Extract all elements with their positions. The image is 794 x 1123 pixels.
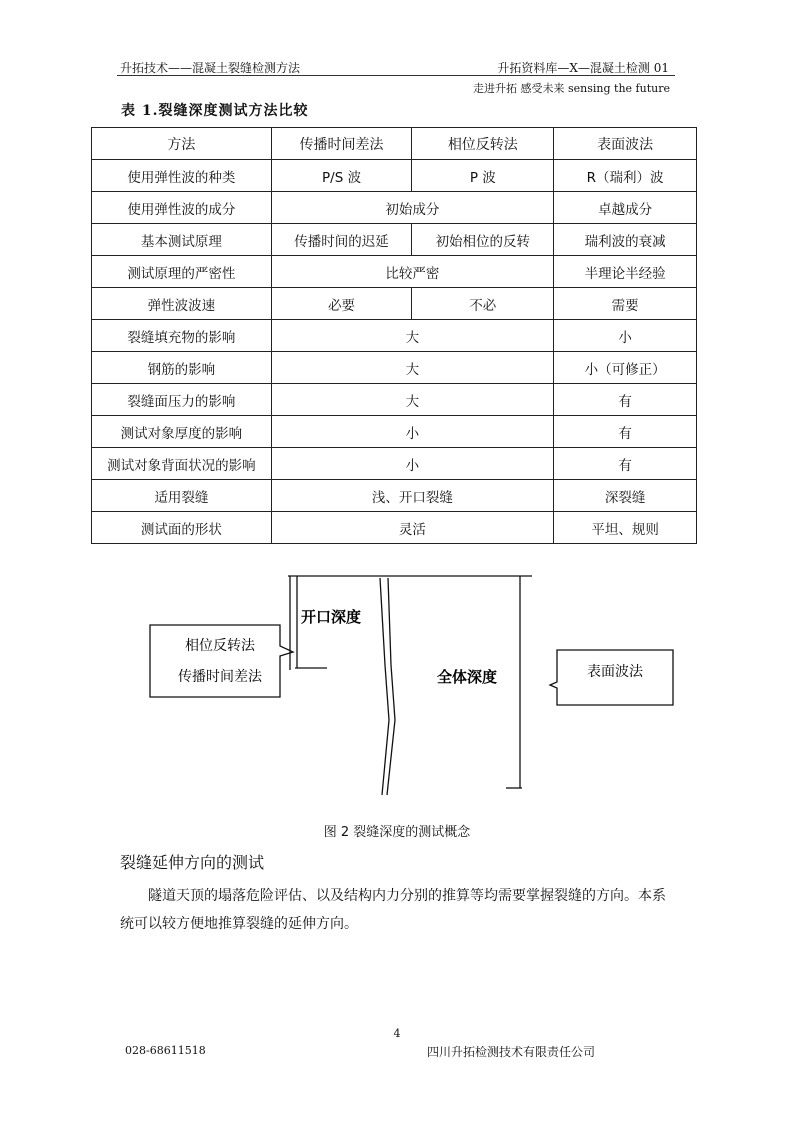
table-cell: 大	[271, 320, 554, 352]
row-label: 测试对象背面状况的影响	[92, 448, 272, 480]
table-row	[92, 448, 697, 480]
header-slogan: 走进升拓 感受未来 sensing the future	[473, 82, 670, 95]
table-cell: 需要	[554, 288, 697, 320]
table-cell: 小	[271, 416, 554, 448]
row-label: 使用弹性波的种类	[92, 160, 272, 192]
row-label: 测试面的形状	[92, 512, 272, 544]
table-row	[92, 256, 697, 288]
table-row	[92, 416, 697, 448]
table-cell: 浅、开口裂缝	[271, 480, 554, 512]
full-depth-label: 全体深度	[437, 668, 498, 686]
table-caption: 表 1.裂缝深度测试方法比较	[121, 103, 309, 119]
row-label: 弹性波波速	[92, 288, 272, 320]
row-label: 适用裂缝	[92, 480, 272, 512]
table-cell: 大	[271, 352, 554, 384]
table-cell: 不必	[412, 288, 554, 320]
comparison-table	[91, 127, 697, 544]
left-callout-box	[150, 625, 293, 697]
table-row	[92, 480, 697, 512]
table-cell: 灵活	[271, 512, 554, 544]
crack-line-left	[380, 578, 389, 795]
table-cell: 初始成分	[271, 192, 554, 224]
header-cell: 相位反转法	[412, 128, 554, 160]
table-cell: 传播时间的迟延	[271, 224, 412, 256]
table-row	[92, 384, 697, 416]
header-right-title: 升拓资料库—X—混凝土检测 01	[497, 61, 669, 75]
table-cell: 平坦、规则	[554, 512, 697, 544]
header-left-title: 升拓技术——混凝土裂缝检测方法	[120, 61, 301, 75]
table-row	[92, 512, 697, 544]
table-cell: 大	[271, 384, 554, 416]
header-cell: 传播时间差法	[271, 128, 412, 160]
table-row	[92, 224, 697, 256]
table-row	[92, 192, 697, 224]
table-row	[92, 160, 697, 192]
left-callout-line2: 传播时间差法	[178, 669, 262, 685]
table-cell: 小（可修正）	[554, 352, 697, 384]
figure-caption: 图 2 裂缝深度的测试概念	[323, 825, 471, 840]
footer-company: 四川升拓检测技术有限责任公司	[427, 1045, 596, 1059]
table-row	[92, 320, 697, 352]
table-cell: R（瑞利）波	[554, 160, 697, 192]
table-cell: 瑞利波的衰减	[554, 224, 697, 256]
table-row	[92, 288, 697, 320]
row-label: 基本测试原理	[92, 224, 272, 256]
crack-depth-diagram	[140, 570, 680, 805]
page-number: 4	[393, 1027, 401, 1040]
table-cell: 半理论半经验	[554, 256, 697, 288]
table-cell: 必要	[271, 288, 412, 320]
row-label: 使用弹性波的成分	[92, 192, 272, 224]
table-cell: 深裂缝	[554, 480, 697, 512]
row-label: 钢筋的影响	[92, 352, 272, 384]
table-cell: 卓越成分	[554, 192, 697, 224]
table-cell: P/S 波	[271, 160, 412, 192]
open-depth-label: 开口深度	[301, 608, 362, 626]
table-cell: 有	[554, 384, 697, 416]
left-callout-line1: 相位反转法	[185, 638, 255, 654]
table-cell: 比较严密	[271, 256, 554, 288]
row-label: 裂缝填充物的影响	[92, 320, 272, 352]
table-cell: 有	[554, 448, 697, 480]
section-paragraph: 隧道天顶的塌落危险评估、以及结构内力分别的推算等均需要掌握裂缝的方向。本系统可以较方便地推算裂缝的延伸方向。	[120, 888, 666, 932]
table-header-row	[92, 128, 697, 160]
header-cell: 表面波法	[554, 128, 697, 160]
table-row	[92, 352, 697, 384]
section-heading: 裂缝延伸方向的测试	[120, 853, 265, 872]
table-cell: 小	[271, 448, 554, 480]
table-cell: 有	[554, 416, 697, 448]
header-rule	[117, 75, 675, 76]
header-cell: 方法	[92, 128, 272, 160]
crack-line-right	[387, 578, 395, 795]
row-label: 裂缝面压力的影响	[92, 384, 272, 416]
table-cell: 小	[554, 320, 697, 352]
right-callout-label: 表面波法	[587, 664, 643, 680]
table-cell: 初始相位的反转	[412, 224, 554, 256]
row-label: 测试对象厚度的影响	[92, 416, 272, 448]
footer-phone: 028-68611518	[125, 1044, 206, 1057]
row-label: 测试原理的严密性	[92, 256, 272, 288]
table-cell: P 波	[412, 160, 554, 192]
